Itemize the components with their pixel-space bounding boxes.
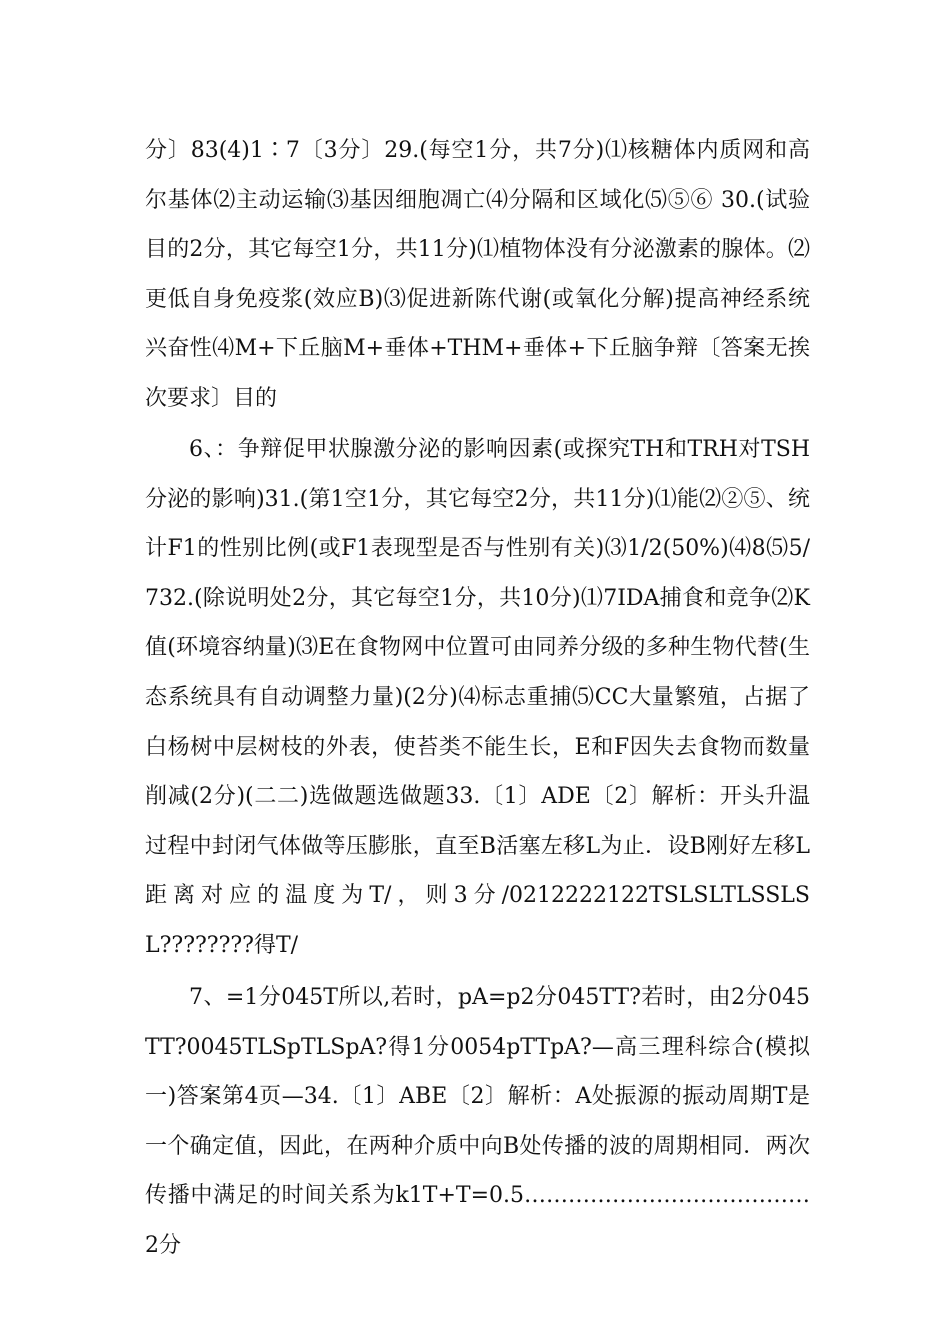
paragraph-3: 7、=1分045T所以,若时，pA=p2分045TT?若时，由2分045TT?0045TLSpTLSpA?得1分0054pTTpA?—高三理科综合(模拟一)答案第4页—34.〔1〕ABE〔2〕解析：A处振源的振动周期T是一个确定值，因此，在两种介质中向B处传播的波的周期相同．两次传播中满足的时间关系为k1T+T=0.5…………………………………2分 (145, 985, 810, 1258)
paragraph-2: 6、：争辩促甲状腺激分泌的影响因素(或探究TH和TRH对TSH分泌的影响)31.(第1空1分，其它每空2分，共11分)⑴能⑵②⑤、统计F1的性别比例(或F1表现型是否与性别有关)⑶1/2(50%)⑷8⑸5/732.(除说明处2分，其它每空1分，共10分)⑴7IDA捕食和竞争⑵K值(环境容纳量)⑶E在食物网中位置可由同养分级的多种生物代替(生态系统具有自动调整力量)(2分)⑷标志重捕⑸CC大量繁殖，占据了白杨树中层树枝的外表，使苔类不能生长，E和F因失去食物而数量削减(2分)(二二)选做题选做题33.〔1〕ADE〔2〕解析：开头升温过程中封闭气体做等压膨胀，直至B活塞左移L为止．设B刚好左移L距离对应的温度为T/，则3分/0212222122TSLSLTLSSLSL????????得T/ (145, 437, 810, 958)
paragraph-1: 分〕83(4)1∶7〔3分〕29.(每空1分，共7分)⑴核糖体内质网和高尔基体⑵主动运输⑶基因细胞凋亡⑷分隔和区域化⑸⑤⑥ 30.(试验目的2分，其它每空1分，共11分)⑴植物体没有分泌激素的腺体。⑵更低自身免疫浆(效应B)⑶促进新陈代谢(或氧化分解)提高神经系统兴奋性⑷M+下丘脑M+垂体+THM+垂体+下丘脑争辩〔答案无挨次要求〕目的 (145, 138, 810, 411)
